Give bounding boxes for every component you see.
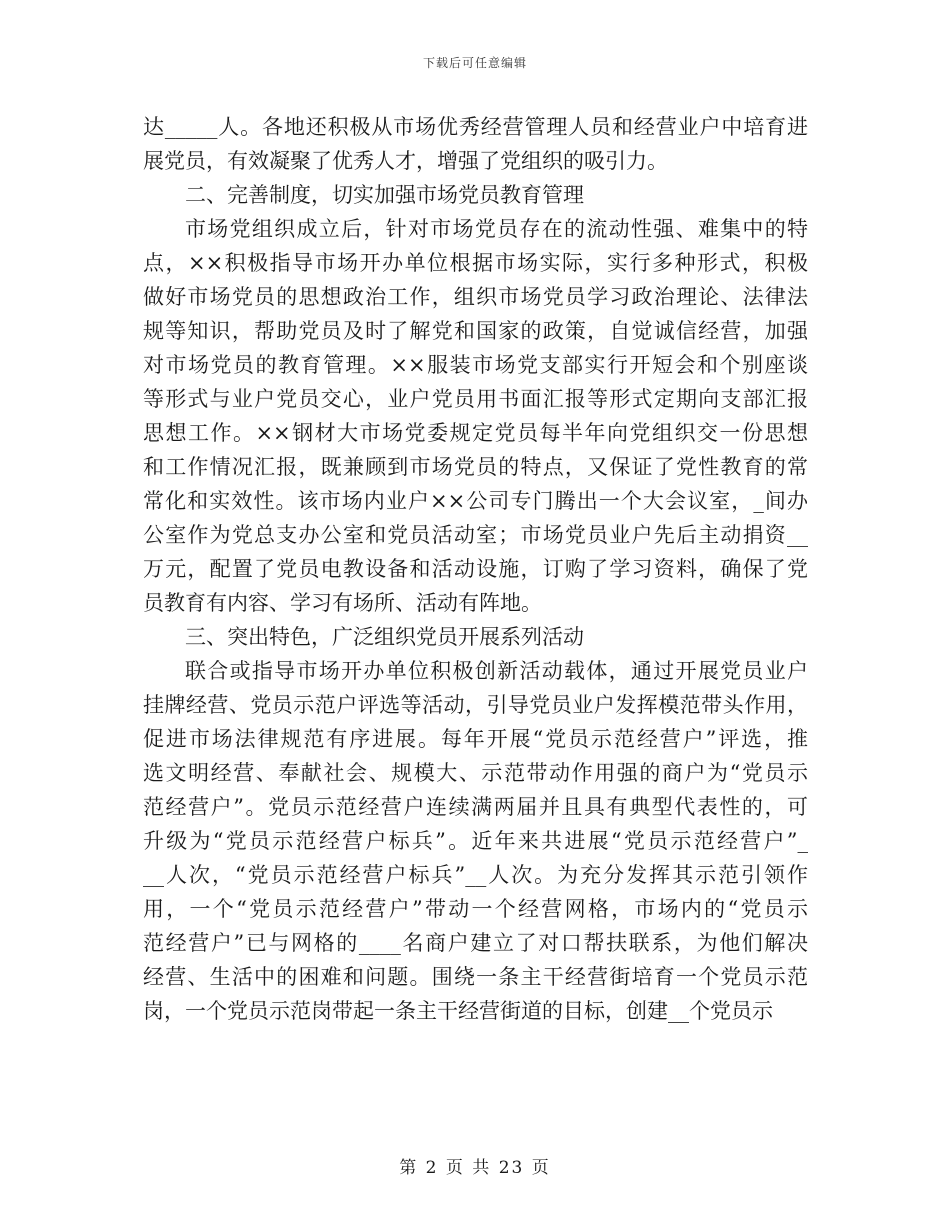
text-line: 用，一个“党员示范经营户”带动一个经营网格，市场内的“党员示	[143, 897, 808, 921]
text-line: 员教育有内容、学习有场所、活动有阵地。	[143, 591, 542, 615]
text-line: 二、完善制度，切实加强市场党员教育管理	[185, 183, 584, 207]
text-line: 挂牌经营、党员示范户评选等活动，引导党员业户发挥模范带头作用，	[143, 693, 808, 717]
section-heading	[143, 620, 808, 654]
text-line: 公室作为党总支办公室和党员活动室；市场党员业户先后主动捐资__	[143, 523, 808, 547]
text-line: __人次，“党员示范经营户标兵”__人次。为充分发挥其示范引领作	[143, 863, 808, 887]
text-line: 点，××积极指导市场开办单位根据市场实际，实行多种形式，积极	[143, 251, 808, 275]
text-line: 达_____人。各地还积极从市场优秀经营管理人员和经营业户中培育进	[143, 115, 808, 139]
text-line: 对市场党员的教育管理。××服装市场党支部实行开短会和个别座谈	[143, 353, 808, 377]
text-line: 范经营户”。党员示范经营户连续满两届并且具有典型代表性的，可	[143, 795, 808, 819]
paragraph	[143, 212, 808, 620]
text-line: 联合或指导市场开办单位积极创新活动载体，通过开展党员业户	[185, 659, 808, 683]
text-line: 选文明经营、奉献社会、规模大、示范带动作用强的商户为“党员示	[143, 761, 808, 785]
text-line: 范经营户”已与网格的____名商户建立了对口帮扶联系，为他们解决	[143, 931, 808, 955]
text-line: 三、突出特色，广泛组织党员开展系列活动	[185, 625, 584, 649]
text-line: 岗，一个党员示范岗带起一条主干经营街道的目标，创建__个党员示	[143, 999, 773, 1023]
text-line: 做好市场党员的思想政治工作，组织市场党员学习政治理论、法律法	[143, 285, 808, 309]
text-line: 展党员，有效凝聚了优秀人才，增强了党组织的吸引力。	[143, 149, 668, 173]
text-line: 促进市场法律规范有序进展。每年开展“党员示范经营户”评选，推	[143, 727, 808, 751]
text-line: 市场党组织成立后，针对市场党员存在的流动性强、难集中的特	[185, 217, 808, 241]
text-line: 常化和实效性。该市场内业户××公司专门腾出一个大会议室，_间办	[143, 489, 808, 513]
document-body	[143, 110, 808, 1028]
paragraph	[143, 654, 808, 1028]
text-line: 等形式与业户党员交心，业户党员用书面汇报等形式定期向支部汇报	[143, 387, 808, 411]
page-footer: 第 2 页 共 23 页	[399, 1158, 551, 1178]
text-line: 思想工作。××钢材大市场党委规定党员每半年向党组织交一份思想	[143, 421, 808, 445]
section-heading	[143, 178, 808, 212]
page-header: 下载后可任意编辑	[422, 56, 527, 70]
text-line: 和工作情况汇报，既兼顾到市场党员的特点，又保证了党性教育的常	[143, 455, 808, 479]
text-line: 升级为“党员示范经营户标兵”。近年来共进展“党员示范经营户”_	[143, 829, 808, 853]
text-line: 规等知识，帮助党员及时了解党和国家的政策，自觉诚信经营，加强	[143, 319, 808, 343]
text-line: 经营、生活中的困难和问题。围绕一条主干经营街培育一个党员示范	[143, 965, 808, 989]
paragraph	[143, 110, 808, 178]
text-line: 万元，配置了党员电教设备和活动设施，订购了学习资料，确保了党	[143, 557, 808, 581]
